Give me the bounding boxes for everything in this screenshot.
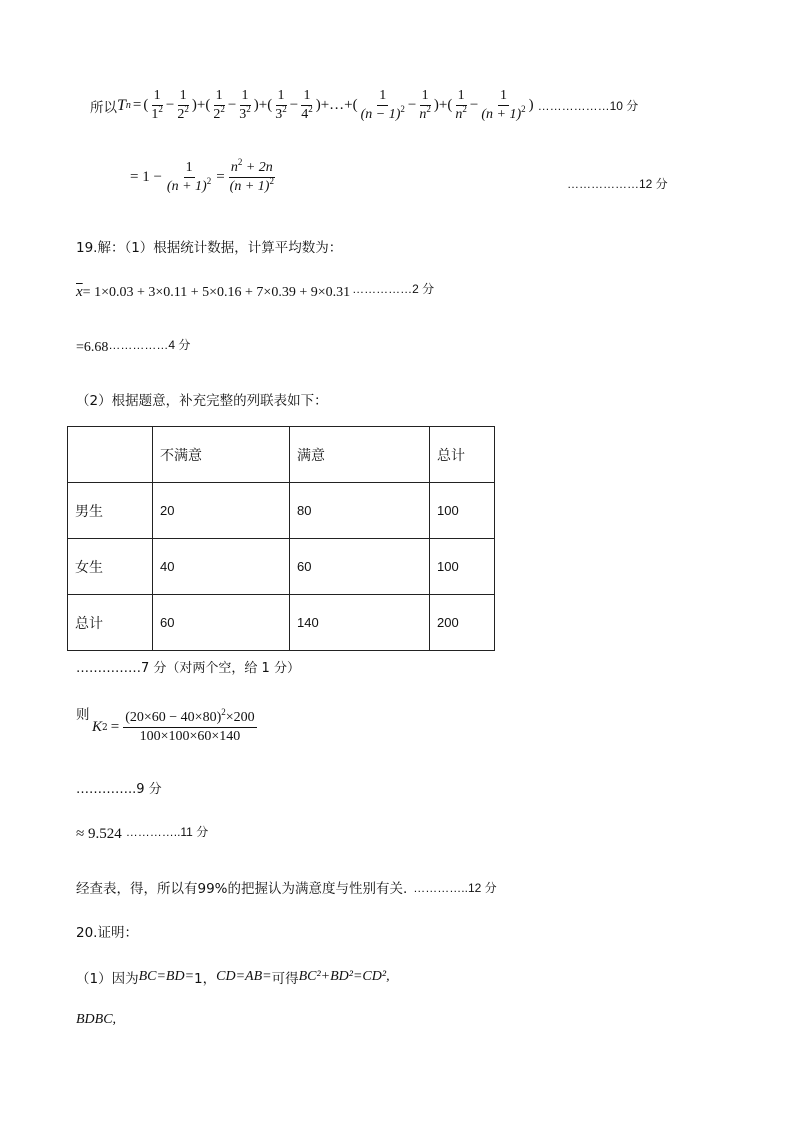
term-frac1 — [149, 88, 165, 123]
table-cell: 男生 — [68, 483, 153, 539]
q20-line1-e: 可得 — [271, 971, 299, 987]
term-exp1: 2 — [282, 104, 287, 114]
term-plus: + — [258, 97, 268, 113]
k-num-b: ×200 — [225, 710, 255, 725]
mean-result-line — [76, 339, 190, 356]
tn-score: ………………10 分 — [537, 99, 639, 113]
term-open: ( — [205, 97, 211, 113]
term-n1-open: ( — [352, 97, 358, 113]
term-n1-den2: n — [419, 107, 427, 122]
term-n1-frac1 — [359, 88, 407, 123]
tn-expression: 所以 T n = ( $\frac{1}{1^2}$ − $\frac{1}{2^2}$ ) + ( $\frac{1}{2^2}$ − $\frac{1}{3^2}$ ) + ( $\frac{1}{3^2}$ − $\frac{1}{4^2}$ ) +…+ ( $\frac{1}{(n - 1)^2}$ − $\frac{1}{n^2}$ ) + ( $\frac{1}{n^2}$ − $\frac{1}{(n + 1)^2}$ ) ………………10 分 — [90, 88, 639, 122]
term-den2: 2 — [177, 107, 185, 122]
result-frac2 — [228, 157, 276, 195]
table-header-row — [68, 427, 495, 483]
mean-score: ……………2 分 — [352, 282, 435, 296]
term-frac2 — [237, 88, 253, 123]
term-exp2: 2 — [308, 104, 313, 114]
table-row — [68, 595, 495, 651]
term-n2-close: ) — [528, 97, 534, 113]
result-score: ………………12 分 — [567, 177, 668, 191]
table-cell: 60 — [290, 539, 430, 595]
result-frac2-num-a: n — [230, 160, 238, 175]
table-row — [68, 539, 495, 595]
table-cell: 80 — [290, 483, 430, 539]
term-n2-open: ( — [447, 97, 453, 113]
contingency-table — [67, 426, 495, 651]
table-cell: 不满意 — [153, 427, 290, 483]
result-frac1-exp: 2 — [206, 176, 212, 186]
table-cell: 女生 — [68, 539, 153, 595]
term-n1-exp1: 2 — [400, 104, 405, 114]
term-den1: 1 — [151, 107, 159, 122]
result-frac2-num-exp: 2 — [237, 157, 243, 167]
term-n2-exp2: 2 — [521, 104, 526, 114]
term-n2-den1: n — [455, 107, 463, 122]
term-close: ) — [315, 97, 321, 113]
term-n1-exp2: 2 — [426, 104, 431, 114]
k-prefix: 则 — [76, 707, 90, 723]
conclusion-line — [76, 877, 497, 897]
term-num2: 1 — [240, 88, 251, 106]
k-var: K — [92, 719, 103, 735]
term-exp1: 2 — [220, 104, 225, 114]
term-n1-den1: (n − 1) — [360, 107, 401, 122]
term-close: ) — [191, 97, 197, 113]
table-row — [68, 483, 495, 539]
term-num1: 1 — [276, 88, 287, 106]
term-plus: +…+ — [320, 97, 353, 113]
term-den1: 3 — [275, 107, 283, 122]
table-cell: 200 — [430, 595, 495, 651]
term-frac2 — [299, 88, 315, 123]
term-num1: 1 — [152, 88, 163, 106]
q20-line1-d: CD=AB= — [216, 969, 272, 984]
term-n1-close: ) — [433, 97, 439, 113]
term-num2: 1 — [178, 88, 189, 106]
tn-terms: ( $\frac{1}{1^2}$ − $\frac{1}{2^2}$ ) + ( $\frac{1}{2^2}$ − $\frac{1}{3^2}$ ) + ( $\frac{1}{3^2}$ − $\frac{1}{4^2}$ ) +…+ — [143, 88, 353, 122]
mean-expr: = 1×0.03 + 3×0.11 + 5×0.16 + 7×0.39 + 9×0.31 — [82, 284, 351, 300]
conclusion-score: …………..12 分 — [413, 880, 497, 895]
approx-score: …………..11 分 — [125, 825, 209, 839]
q20-title: 20.证明： — [76, 925, 138, 941]
table-cell: 60 — [153, 595, 290, 651]
term-num1: 1 — [214, 88, 225, 106]
table-cell: 40 — [153, 539, 290, 595]
term-frac2 — [175, 88, 191, 123]
result-frac2-num-b: + 2n — [242, 160, 273, 175]
tn-equals: = — [132, 97, 142, 113]
q19-title: 19.解：（1）根据统计数据，计算平均数为： — [76, 240, 343, 256]
table-cell: 满意 — [290, 427, 430, 483]
tn-symbol: T — [117, 96, 126, 114]
term-den1: 2 — [213, 107, 221, 122]
term-n2-den2: (n + 1) — [481, 107, 522, 122]
term-close: ) — [253, 97, 259, 113]
q20-line1 — [76, 967, 390, 987]
term-n2-num1: 1 — [456, 88, 467, 106]
table-score-line — [76, 657, 300, 676]
conclusion-text: 经查表，得，所以有99%的把握认为满意度与性别有关. — [76, 881, 408, 897]
term-plus: + — [196, 97, 206, 113]
result-frac2-den: (n + 1) — [229, 179, 270, 194]
term-exp2: 2 — [184, 104, 189, 114]
result-eq: = — [216, 169, 225, 185]
k-den: 100×100×60×140 — [139, 729, 241, 744]
term-frac1 — [211, 88, 227, 123]
q19-part2: （2）根据题意，补充完整的列联表如下： — [76, 393, 328, 409]
result-lead: = 1 − — [130, 169, 162, 185]
q20-line2: BDBC, — [76, 1012, 117, 1027]
mean-result-score: ……………4 分 — [108, 338, 191, 352]
term-num2: 1 — [301, 88, 312, 106]
table-cell: 100 — [430, 483, 495, 539]
term-n1-plus: + — [438, 97, 448, 113]
mean-var: $\overline{x}$ — [76, 284, 83, 300]
q20-line1-a: （1）因为 — [76, 971, 139, 987]
table-cell: 20 — [153, 483, 290, 539]
term-n1-frac2 — [417, 88, 433, 123]
k-frac — [123, 707, 256, 745]
term-exp2: 2 — [246, 104, 251, 114]
result-frac1 — [165, 160, 213, 195]
term-open: ( — [267, 97, 273, 113]
term-n2-exp1: 2 — [462, 104, 467, 114]
term-n2-num2: 1 — [498, 88, 509, 106]
table-cell: 总计 — [430, 427, 495, 483]
result-frac2-den-exp: 2 — [269, 176, 274, 186]
approx-value: ≈ 9.524 — [76, 826, 122, 842]
k-num-exp: 2 — [221, 707, 226, 717]
table-cell — [68, 427, 153, 483]
table-score: ……………7 分（对两个空，给 1 分） — [76, 661, 300, 676]
term-exp1: 2 — [158, 104, 163, 114]
table-cell: 100 — [430, 539, 495, 595]
table-cell: 总计 — [68, 595, 153, 651]
term-n1-num1: 1 — [377, 88, 388, 106]
tn-subscript: n — [125, 100, 131, 111]
result-frac1-num: 1 — [184, 160, 195, 178]
q20-line1-f: BC²+BD²=CD², — [298, 969, 390, 984]
table-cell: 140 — [290, 595, 430, 651]
q20-line1-c: 1， — [194, 971, 217, 987]
term-n2-frac2 — [479, 88, 527, 123]
term-frac1 — [273, 88, 289, 123]
mean-result: =6.68 — [76, 339, 109, 355]
tn-result — [130, 157, 277, 195]
result-frac1-den: (n + 1) — [166, 179, 207, 194]
mean-line — [76, 284, 434, 301]
term-open: ( — [143, 97, 149, 113]
term-den2: 4 — [301, 107, 309, 122]
k-formula: K 2 = $\frac{(20\times 60 - 40\times 80)^2\times 200}{100\times 100\times 60\times 140}$ — [92, 707, 255, 744]
k-score: …………..9 分 — [76, 782, 162, 797]
k-num-a: (20×60 − 40×80) — [125, 710, 222, 725]
q20-line1-b: BC=BD= — [138, 969, 195, 984]
term-n1-num2: 1 — [420, 88, 431, 106]
approx-line — [76, 826, 208, 843]
term-den2: 3 — [239, 107, 247, 122]
tn-prefix: 所以 — [90, 99, 117, 116]
term-n2-frac1 — [453, 88, 469, 123]
